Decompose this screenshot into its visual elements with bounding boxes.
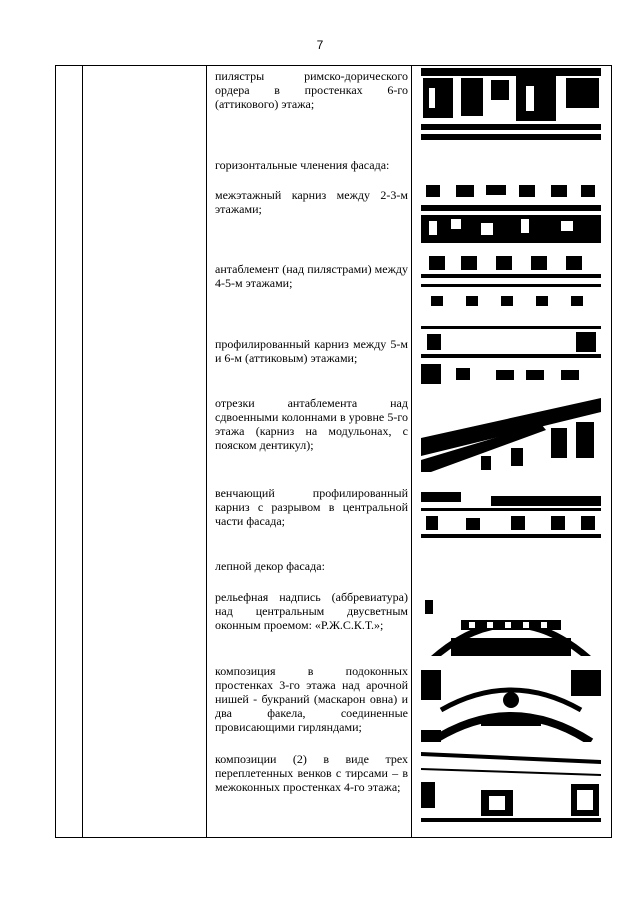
photo-bucranium-composition: [421, 670, 601, 742]
entry-horizontal-divisions: горизонтальные членения фасада:: [215, 158, 390, 172]
column-divider: [82, 66, 83, 837]
entry-stucco-decor: лепной декор фасада:: [215, 559, 325, 573]
photo-pilasters: [421, 68, 601, 140]
entry-relief-inscription: рельефная надпись (аббревиатура) над центральным двусветным оконным проемом: «Р.Ж.С.К.Т.»;: [215, 590, 408, 632]
entry-wreath-compositions: композиции (2) в виде трех переплетенных венков с тирсами – в межоконных простенках 4-го этажа;: [215, 752, 408, 794]
entry-entablature: антаблемент (над пилястрами) между 4-5-м этажами;: [215, 262, 408, 290]
photo-interfloor-cornice: [421, 181, 601, 243]
entry-pilasters: пилястры римско-дорического ордера в простенках 6-го (аттикового) этажа;: [215, 69, 408, 111]
column-divider: [206, 66, 207, 837]
entry-bucranium-composition: композиция в подоконных простенках 3-го этажа над арочной нишей - букраний (маскарон овна) и два факела, соединенные провисающими гирляндами;: [215, 664, 408, 734]
photo-wreath-compositions: [421, 750, 601, 824]
entry-profiled-cornice: профилированный карниз между 5-м и 6-м (аттиковым) этажами;: [215, 337, 408, 365]
entry-entablature-segments: отрезки антаблемента над сдвоенными колоннами в уровне 5-го этажа (карниз на модульонах, с пояском дентикул);: [215, 396, 408, 452]
photo-entablature-segments: [421, 398, 601, 472]
entry-interfloor-cornice: межэтажный карниз между 2-3-м этажами;: [215, 188, 408, 216]
column-divider: [411, 66, 412, 837]
monument-elements-table: [55, 65, 612, 838]
entry-crowning-cornice: венчающий профилированный карниз с разрывом в центральной части фасада;: [215, 486, 408, 528]
photo-relief-inscription: [421, 594, 601, 656]
page-number: 7: [316, 38, 324, 52]
photo-crowning-cornice: [421, 486, 601, 542]
photo-entablature: [421, 252, 601, 312]
photo-profiled-cornice: [421, 322, 601, 386]
